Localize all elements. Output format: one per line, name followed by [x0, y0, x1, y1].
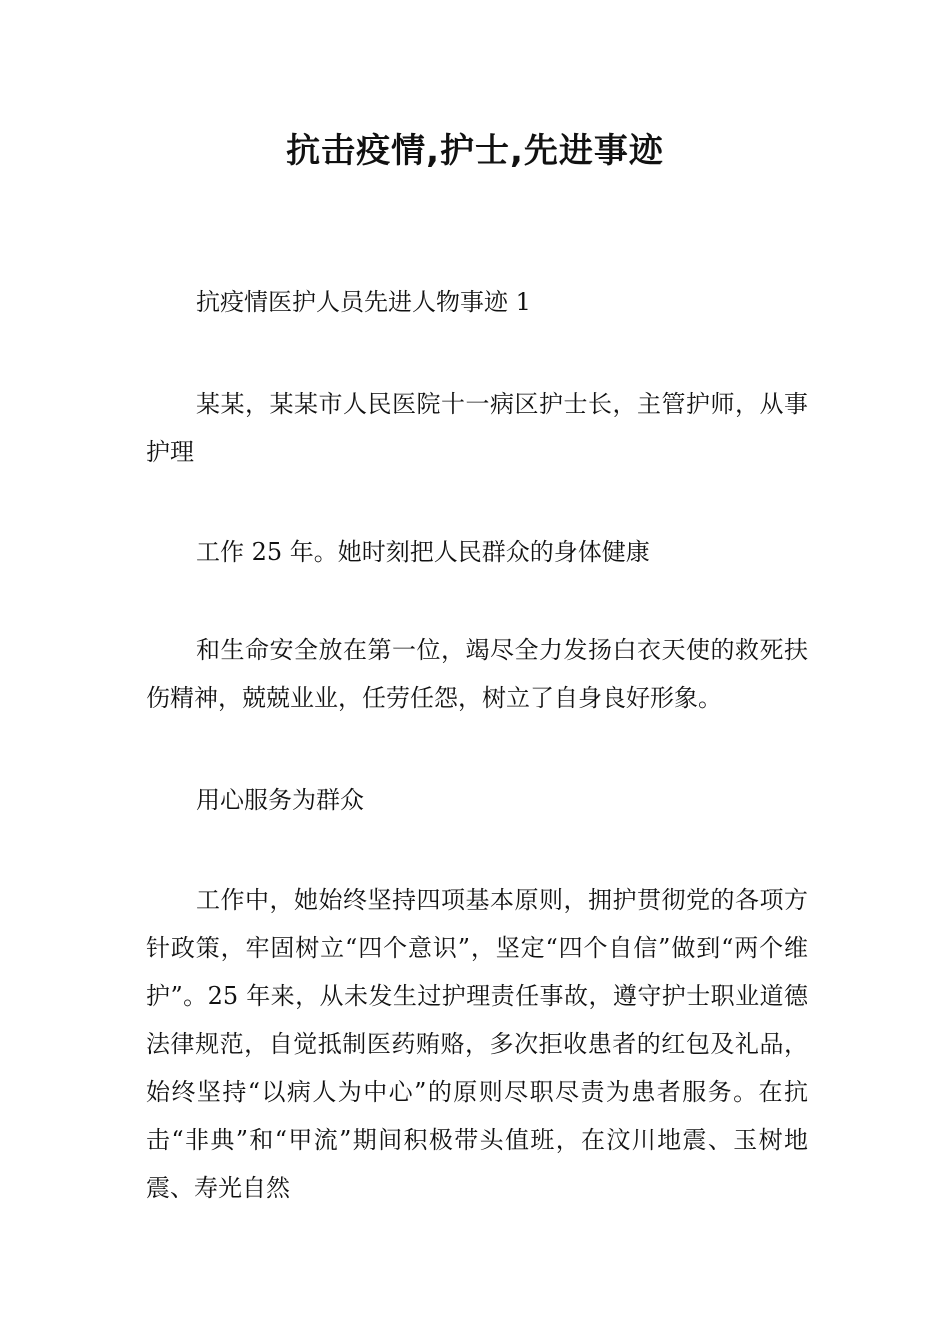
paragraph-subtitle: 抗疫情医护人员先进人物事迹 1: [196, 288, 531, 316]
section-heading: 用心服务为群众: [196, 786, 364, 814]
paragraph-work-years: 工作 25 年。她时刻把人民群众的身体健康: [196, 538, 650, 566]
paragraph-work-details: 工作中，她始终坚持四项基本原则，拥护贯彻党的各项方针政策，牢固树立“四个意识”，坚定“四个自信”做到“两个维护”。25 年来，从未发生过护理责任事故，遵守护士职业道德法律规范，自觉抵制医药贿赂，多次拒收患者的红包及礼品，始终坚持“以病人为中心”的原则尽职尽责为患者服务。在抗击“非典”和“甲流”期间积极带头值班，在汶川地震、玉树地震、寿光自然: [146, 886, 808, 1202]
document-title: 抗击疫情,护士,先进事迹: [286, 131, 664, 171]
paragraph-intro: 某某，某某市人民医院十一病区护士长，主管护师，从事护理: [146, 390, 808, 466]
paragraph-life-safety: 和生命安全放在第一位，竭尽全力发扬白衣天使的救死扶伤精神，兢兢业业，任劳任怨，树立了自身良好形象。: [146, 636, 808, 712]
